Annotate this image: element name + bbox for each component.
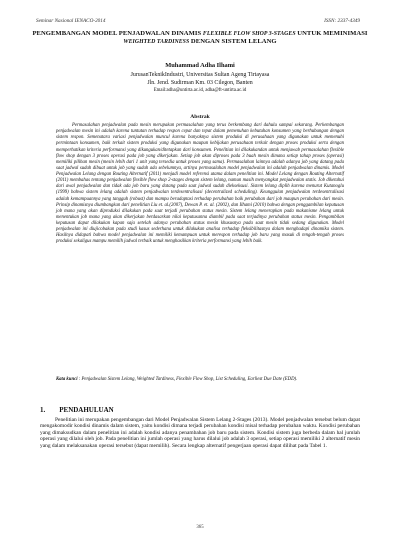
abstract-heading: Abstrak bbox=[190, 114, 210, 120]
paper-title bbox=[30, 30, 370, 47]
page-number: 365 bbox=[196, 525, 204, 530]
keywords-text: : Penjadwalan Sistem Lelang, Weighted Tardiness, Flexible Flow Shop, List Scheduling, Earliest Due Date (EDD). bbox=[78, 377, 298, 382]
section-number: 1. bbox=[40, 406, 46, 414]
affiliation bbox=[40, 71, 360, 87]
section-heading bbox=[40, 406, 114, 414]
keywords-label: Kata kunci bbox=[56, 377, 78, 382]
section-body: Penelitian ini merupakan pengembangan dari Model Penjadwalan Sistem Lelang 2-Stages (2013). Model penjadwalan tersebut belum dapat mengakomodir kondisi dinamis dalam sistem, yaitu kondisi dimana terjadi perubahan kondisi misal terhadap perubahan waktu. Kondisi perubahan yang dimaksudkan dalam penelitian ini adalah kondisi adanya penambahan job baru pada sistem. Kondisi sistem juga berbeda dalam hal jumlah operasi yang dilalui oleh job. Pada penelitian ini jumlah operasi yang harus dilalui job adalah 3 operasi, setiap operasi memiliki 2 alternatif mesin yang dalam melaksanakan operasi tersebut (dapat memilih). Secara lengkap alternatif pengerjaan operasi dapat dilihat pada Tabel 1. bbox=[40, 417, 360, 449]
section-title: PENDAHULUAN bbox=[59, 406, 114, 414]
title-italic-1: FLEXIBLE FLOW SHOP 3-STAGES bbox=[202, 31, 296, 37]
title-text-1: PENGEMBANGAN MODEL PENJADWALAN DINAMIS bbox=[32, 30, 203, 37]
title-text-3: DENGAN SISTEM LELANG bbox=[189, 38, 277, 46]
title-italic-2: WEIGHTED TARDINESS bbox=[123, 39, 190, 46]
running-header bbox=[36, 18, 360, 24]
affiliation-dept: JurusanTeknikIndustri, Universitas Sultan Ageng Tirtayasa bbox=[130, 72, 270, 78]
affiliation-address: Jln. Jend. Sudirman Km. 03 Cilegon, Banten bbox=[147, 80, 253, 86]
keywords bbox=[56, 377, 344, 383]
title-text-2: UNTUK MEMINIMASI bbox=[295, 30, 368, 37]
issn: ISSN: 2337-4349 bbox=[324, 18, 360, 24]
author-email: Email:adha@untirta.ac.id, adha@ft-untirta.ac.id bbox=[153, 88, 247, 93]
abstract-body: Permasalahan penjadwalan pada mesin merupakan permasalahan yang terus berkembang dari dahulu sampai sekarang. Perkembangan penjadwalan mesin ini adalah karena tuntutan terhadap respon cepat dan tepat dalam pemenuhan kebutuhan konsumen yang berhubungan dengan sistem respon. Semenatara variasi penjadwalan muncul karena banyaknya sistem produksi di perusahaan yang digunakan untuk memenuhi permintaan konsumen, baik terkait sistem produksi yang digunakan maupun kebijakan perusahaan terkait dengan proses produksi serta dengan memperhatikan kriteria performansi yang dikungukan/ditetapkan dari konsumen. Penelitian ini dilakukandan untuk menjawab permasalahan flexible flow shop dengan 3 proses operasi pada job yang dikerjakan. Setiap job akan diproses pada 3 buah mesin dimana setiap tahap proses (operasi) memiliki pilihan mesin (mesin lebih dari 1 unit yang tersedia untuk proses yang sama). Permasalahan lainnya adalah adanya job yang datang pada saat jadwal sudah dibuat untuk job yang sudah ada sebelumnya, artinya permasalahan model penjadwalan ini adalah penjadwalan dinamis. Model Penjadwalan Lelang dengan Routing Alternatif (2011) menjadi model referensi utama dalam penelitian ini. Model Lelang dengan Routing Alternatif (2011) membahas tentang penjadwalan flexible flow shop 2-stages dengan sistem lelang, namun masih menyangkut penjadwalan statis. Job diketahui dari awal penjadwalan dan tidak ada job baru yang datang pada saat jadwal sudah diekseksusi. Sistem lelang diplih karena menurut Kutanoglu (1999) bahwa sistem lelang adalah sistem penjadwalan terdesentralisasi (decentralized scheduling). Keunggulan penjadwalan terdesentralisasi adalah kemampuannya yang tangguh (robust) dan mampu beradaptasi terhadap perubahan baik perubahan dari job maupun perubahan dari mesin. Prinsip dinamisnya diumbangkan dari penelitian Liu et. al.(2007), Dewan P. et. al. (2002), dan Ilhami (2010) bahwa dengan penggambilan keputusan job mana yang akan diproduksi dilakukan pada saat terjadi perubahan status mesin. Sistem lelang menerapkan pada makanisme lelang untuk menentukan job mana yang akan dikerjakan berdasarkan nilai keputusanna diambil pada saat terjadinya perubahan status mesin. Pengambilan keputusan dapat dilakukan kapan saja setelah adanya perubahan status mesin khususnya pada saat mesin tidak sedang digunakan. Model penjadwalan ini diujicobakan pada studi kasus sederhana untuk dilakukan analisa terhadap fleksibilitasnya dalam menghadapi dinamika sistem. Hasilnya didapati bahwa model penjadwalan ini memiliki kemampuan untuk merespon terhadap job baru yang masuk di tengah-tengah proses produksi sekaligus mampu memilih jadwal terbaik untuk menghasilkan kriteria performansi yang lebih baik. bbox=[56, 123, 344, 245]
seminar-name: Seminar Nasional IENACO-2014 bbox=[36, 18, 106, 24]
author-name: Muhammad Adha Ilhami bbox=[165, 62, 235, 69]
